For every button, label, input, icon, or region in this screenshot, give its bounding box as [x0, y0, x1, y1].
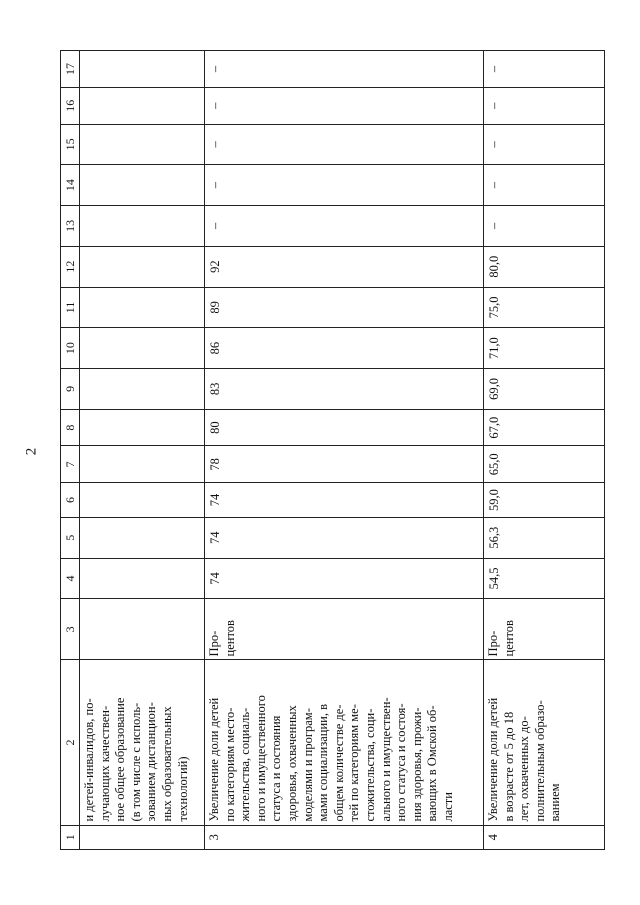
value-cell	[80, 517, 205, 558]
indicator-name: Увеличение доли детей по категориям место- жительства, социаль- ного и имущественного статуса и состояния здоровья, охваченных моделями и програм- мами социализации, в общем количестве де- тей по категориям ме- стожительства, соци- ального и имуществен- ного статуса и состоя- ния здоровья, прожи- вающих в Омской об- ласти	[205, 660, 484, 825]
value-cell: 83	[205, 369, 484, 410]
value-cell: 74	[205, 558, 484, 599]
value-cell	[80, 369, 205, 410]
value-cell: 78	[205, 446, 484, 483]
value-cell	[80, 483, 205, 518]
table-row	[80, 51, 205, 850]
col-header-3: 3	[61, 599, 80, 660]
value-cell	[80, 124, 205, 165]
col-header-14: 14	[61, 165, 80, 206]
table-row	[205, 51, 484, 850]
table-row	[484, 51, 605, 850]
value-cell	[80, 51, 205, 88]
value-cell	[80, 87, 205, 124]
col-header-16: 16	[61, 87, 80, 124]
col-header-4: 4	[61, 558, 80, 599]
value-cell: –	[484, 51, 605, 88]
value-cell: –	[205, 206, 484, 247]
value-cell: 71,0	[484, 328, 605, 369]
row-index: 4	[484, 825, 605, 849]
value-cell: 65,0	[484, 446, 605, 483]
rotated-table-sheet	[60, 50, 590, 850]
col-header-9: 9	[61, 369, 80, 410]
value-cell: 74	[205, 483, 484, 518]
value-cell: 74	[205, 517, 484, 558]
value-cell: –	[484, 165, 605, 206]
value-cell: 80	[205, 409, 484, 446]
col-header-15: 15	[61, 124, 80, 165]
col-header-2: 2	[61, 660, 80, 825]
value-cell	[80, 446, 205, 483]
value-cell: 56,3	[484, 517, 605, 558]
value-cell: 54,5	[484, 558, 605, 599]
unit-cell	[80, 599, 205, 660]
value-cell: –	[484, 206, 605, 247]
col-header-7: 7	[61, 446, 80, 483]
col-header-12: 12	[61, 246, 80, 287]
value-cell	[80, 558, 205, 599]
col-header-17: 17	[61, 51, 80, 88]
value-cell: –	[484, 87, 605, 124]
value-cell: –	[484, 124, 605, 165]
value-cell	[80, 287, 205, 328]
page-number: 2	[23, 447, 40, 456]
col-header-13: 13	[61, 206, 80, 247]
value-cell: 92	[205, 246, 484, 287]
unit-cell: Про- центов	[484, 599, 605, 660]
value-cell: –	[205, 87, 484, 124]
header-row	[61, 51, 80, 850]
col-header-10: 10	[61, 328, 80, 369]
unit-cell: Про- центов	[205, 599, 484, 660]
row-index	[80, 825, 205, 849]
col-header-8: 8	[61, 409, 80, 446]
value-cell: 59,0	[484, 483, 605, 518]
value-cell: 75,0	[484, 287, 605, 328]
value-cell: 80,0	[484, 246, 605, 287]
indicators-table	[60, 50, 605, 850]
value-cell: 69,0	[484, 369, 605, 410]
value-cell	[80, 165, 205, 206]
col-header-11: 11	[61, 287, 80, 328]
value-cell: –	[205, 51, 484, 88]
indicator-name: и детей-инвалидов, по- лучающих качествен- ное общее образование (в том числе с исполь- зованием дистанцион- ных образовательных технологий)	[80, 660, 205, 825]
value-cell	[80, 206, 205, 247]
row-index: 3	[205, 825, 484, 849]
value-cell	[80, 246, 205, 287]
col-header-5: 5	[61, 517, 80, 558]
indicator-name: Увеличение доли детей в возрасте от 5 до 18 лет, охваченных до- полнительным образо- ванием	[484, 660, 605, 825]
value-cell: 86	[205, 328, 484, 369]
col-header-1: 1	[61, 825, 80, 849]
value-cell	[80, 328, 205, 369]
value-cell: –	[205, 124, 484, 165]
col-header-6: 6	[61, 483, 80, 518]
value-cell: 67,0	[484, 409, 605, 446]
value-cell	[80, 409, 205, 446]
value-cell: –	[205, 165, 484, 206]
value-cell: 89	[205, 287, 484, 328]
